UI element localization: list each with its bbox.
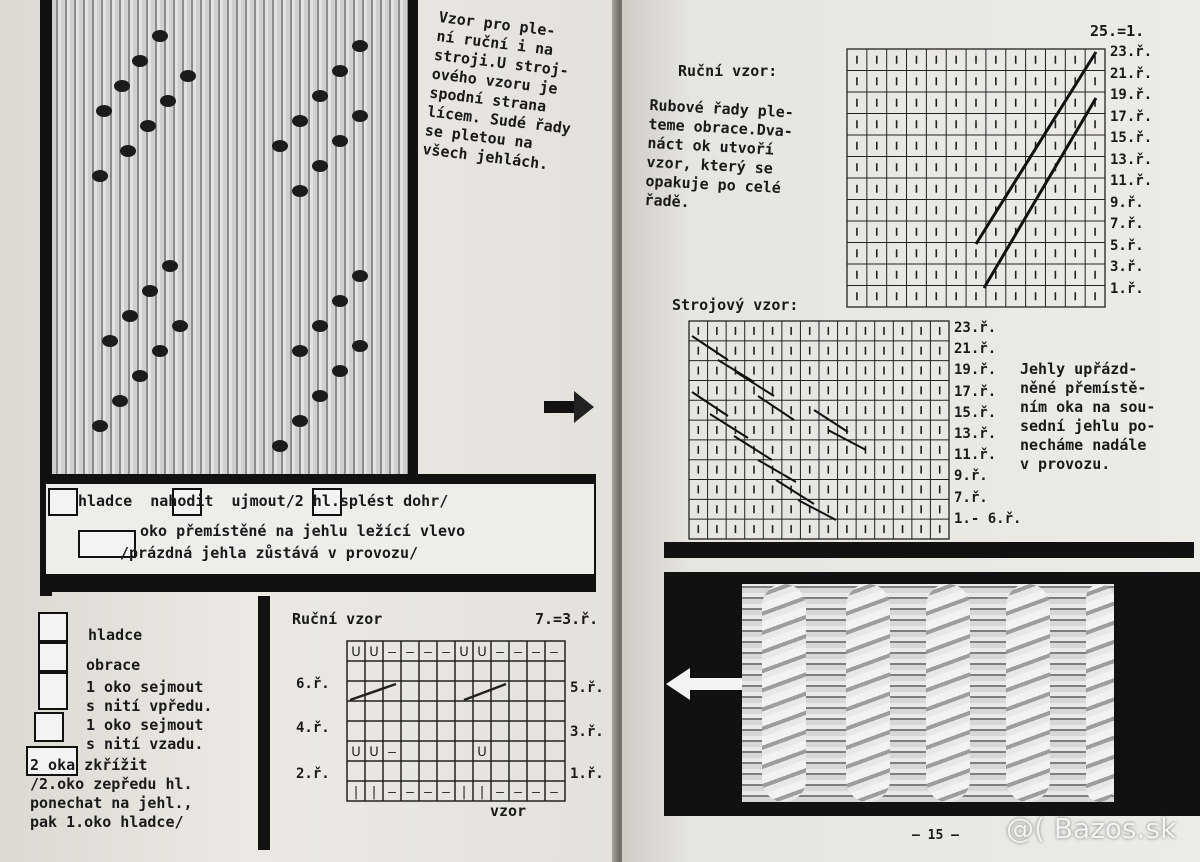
- lower-item4: 1 oko sejmout s nití vzadu.: [86, 716, 204, 753]
- top-row-label: 15.ř.: [1110, 130, 1153, 146]
- horizontal-bar: [664, 542, 1194, 558]
- small-row-label: 4.ř.: [296, 720, 330, 736]
- top-row-label: 19.ř.: [1110, 87, 1153, 103]
- svg-text:–: –: [496, 645, 504, 660]
- svg-text:–: –: [388, 645, 396, 660]
- machine-row-label: 17.ř.: [954, 383, 997, 400]
- machine-title: Strojový vzor:: [672, 296, 799, 314]
- lower-item3: 1 oko sejmout s nití vpředu.: [86, 678, 213, 715]
- machine-row-label: 1.- 6.ř.: [954, 510, 1022, 527]
- machine-row-label: 21.ř.: [954, 341, 997, 358]
- svg-text:–: –: [442, 645, 450, 660]
- svg-text:|: |: [460, 785, 468, 800]
- svg-text:ᑌ: ᑌ: [369, 745, 379, 760]
- small-knit-chart: [346, 640, 568, 806]
- lower-item5: 2 oka zkřížit /2.oko zepředu hl. ponechat na jehl., pak 1.oko hladce/: [30, 756, 193, 831]
- lower-obrace: obrace: [86, 656, 141, 674]
- arrow-left-icon: [666, 668, 742, 700]
- svg-text:ᑌ: ᑌ: [351, 645, 361, 660]
- small-chart-repeat: 7.=3.ř.: [535, 610, 599, 628]
- svg-text:–: –: [496, 785, 504, 800]
- top-row-label: 5.ř.: [1110, 237, 1144, 254]
- right-rucni-title: Ruční vzor:: [678, 62, 778, 80]
- arrow-right-shaft: [544, 401, 574, 413]
- sejmout-vzadu-symbol: [34, 712, 64, 742]
- svg-text:|: |: [370, 785, 378, 800]
- machine-row-label: 19.ř.: [954, 362, 997, 379]
- top-row-label: 11.ř.: [1110, 173, 1153, 189]
- svg-text:–: –: [532, 785, 540, 800]
- top-row-label: 21.ř.: [1110, 65, 1153, 82]
- jehly-note: Jehly upřázd- něné přemístě- ním oka na sou- sední jehlu po- necháme nadále v provozu.: [1020, 360, 1156, 473]
- svg-text:ᑌ: ᑌ: [351, 745, 361, 760]
- legend-line2: oko přemístěné na jehlu ležící vlevo: [140, 522, 466, 540]
- svg-text:–: –: [388, 745, 396, 760]
- small-chart-title: Ruční vzor: [292, 610, 383, 628]
- machine-knit-chart: [688, 320, 952, 542]
- top-row-label: 1.ř.: [1110, 280, 1144, 297]
- photo-border-right: [408, 0, 418, 474]
- legend-line3: /prázdná jehla zůstává v provozu/: [120, 544, 419, 562]
- bazos-watermark: @( Bazos.sk: [1006, 812, 1177, 845]
- top-row-label: 17.ř.: [1110, 108, 1153, 125]
- svg-text:–: –: [550, 645, 558, 660]
- svg-text:–: –: [406, 785, 414, 800]
- svg-text:ᑌ: ᑌ: [477, 645, 487, 660]
- svg-text:–: –: [550, 785, 558, 800]
- machine-row-label: 9.ř.: [954, 468, 988, 485]
- small-row-label: 1.ř.: [570, 766, 604, 782]
- small-row-label: 6.ř.: [296, 676, 330, 692]
- top-row-label: 13.ř.: [1110, 151, 1153, 168]
- small-row-label: 2.ř.: [296, 766, 330, 782]
- right-page: [622, 0, 1200, 862]
- small-row-label: 3.ř.: [570, 724, 604, 740]
- legend-line1: hladce nahodit ujmout/2 hl.splést dohr/: [78, 492, 449, 510]
- machine-row-label: 13.ř.: [954, 426, 997, 442]
- top-chart-repeat: 25.=1.: [1090, 22, 1145, 40]
- svg-text:ᑌ: ᑌ: [369, 645, 379, 660]
- machine-row-label: 15.ř.: [954, 404, 997, 421]
- obrace-symbol: [38, 642, 68, 672]
- page-number: – 15 –: [912, 828, 959, 843]
- sejmout-vpredu-symbol: [38, 672, 68, 710]
- divider-vertical: [258, 596, 270, 850]
- lace-knit-photo: [52, 0, 408, 474]
- svg-text:–: –: [514, 785, 522, 800]
- svg-text:ᑌ: ᑌ: [477, 745, 487, 760]
- right-rucni-note: Rubové řady ple- teme obrace.Dva- náct ok utvoří vzor, který se opakuje po celé řadě.: [644, 96, 795, 212]
- arrow-right-icon: [574, 391, 594, 423]
- svg-text:–: –: [424, 645, 432, 660]
- lower-hladce: hladce: [88, 626, 143, 644]
- svg-text:–: –: [532, 645, 540, 660]
- machine-row-label: 23.ř.: [954, 320, 997, 336]
- legend-box: [40, 474, 596, 592]
- top-row-label: 3.ř.: [1110, 259, 1144, 275]
- top-row-label: 23.ř.: [1110, 44, 1153, 60]
- machine-row-label: 7.ř.: [954, 489, 988, 506]
- svg-text:–: –: [514, 645, 522, 660]
- svg-text:|: |: [352, 785, 360, 800]
- hladce-symbol: [48, 488, 78, 516]
- svg-text:ᑌ: ᑌ: [459, 645, 469, 660]
- svg-text:–: –: [406, 645, 414, 660]
- intro-text: Vzor pro ple- ní ruční i na stroji.U stroj- ového vzoru je spodní strana lícem. Sudé řady se pletou na všech jehlách.: [421, 8, 572, 174]
- small-chart-caption: vzor: [490, 802, 527, 820]
- svg-text:–: –: [388, 785, 396, 800]
- small-row-label: 5.ř.: [570, 680, 604, 696]
- top-row-label: 7.ř.: [1110, 216, 1144, 232]
- top-row-label: 9.ř.: [1110, 194, 1144, 211]
- cable-knit-photo: [742, 584, 1114, 802]
- machine-row-label: 11.ř.: [954, 447, 997, 464]
- top-knit-chart: [846, 48, 1108, 310]
- svg-text:–: –: [442, 785, 450, 800]
- svg-text:|: |: [478, 785, 486, 800]
- hladce-symbol-2: [38, 612, 68, 642]
- svg-text:–: –: [424, 785, 432, 800]
